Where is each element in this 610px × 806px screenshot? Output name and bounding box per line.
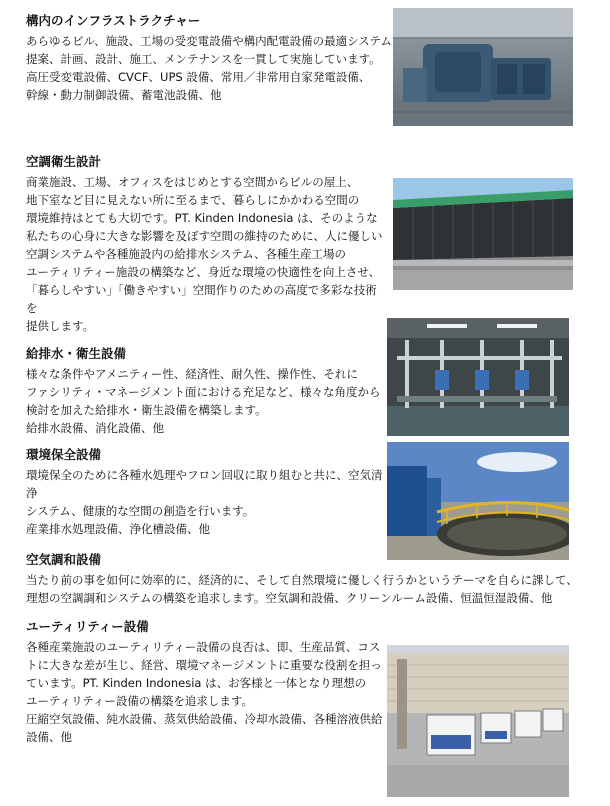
outdoor-chiller-units-photo — [387, 645, 569, 797]
section-body: 各種産業施設のユーティリティー設備の良否は、即、生産品質、コス トに大きな差が生じ、経営、環境マネージメントに重要な役割を担っ ています。PT. Kinden Indonesia は、お客様と一体となり理想の ユーティリティー設備の構築を追求します。 圧縮空気設備、純水設備、蒸気供給設備、冷却水設備、各種溶液供給 設備、他 — [26, 640, 383, 744]
cooling-tower-photo — [393, 178, 573, 290]
section-body: 環境保全のために各種水処理やフロン回収に取り組むと共に、空気清 浄 システム、健康的な空間の創造を行います。 産業排水処理設備、浄化槽設備、他 — [26, 468, 383, 536]
section-title: 空気調和設備 — [26, 552, 102, 567]
section-infrastructure — [26, 12, 396, 104]
section-utility — [26, 618, 386, 746]
section-body: 様々な条件やアメニティー性、経済性、耐久性、操作性、それに ファシリティ・マネージメント面における充足など、様々な角度から 検討を加えた給排水・衛生設備を構築します。 給排水設備、消化設備、他 — [26, 367, 381, 435]
section-environment — [26, 446, 386, 538]
section-title: 空調衛生設計 — [26, 154, 102, 169]
section-title: ユーティリティー設備 — [26, 619, 149, 634]
section-hvac-design — [26, 153, 396, 335]
section-title: 給排水・衛生設備 — [26, 346, 127, 361]
section-body: 商業施設、工場、オフィスをはじめとする空間からビルの屋上、 地下室など目に見えない所に至るまで、暮らしにかかわる空間の 環境維持はとても大切です。PT. Kinden Indonesia は、そのような 私たちの心身に大きな影響を及ぼす空間の維持のために、人に優しい 空調システムや各種施設内の給排水システム、各種生産工場の ユーティリティー施設の構築など、身近な環境の快適性を向上させ、 「暮らしやすい」「働きやすい」空間作りのための高度で多彩な技術 を 提供します。 — [26, 175, 383, 333]
generator-room-photo — [393, 8, 573, 126]
section-title: 環境保全設備 — [26, 447, 102, 462]
pump-room-photo — [387, 318, 569, 436]
section-body: 当たり前の事を如何に効率的に、経済的に、そして自然環境に優しく行うかというテーマを自らに課して、 理想の空調調和システムの構築を追求します。空気調和設備、クリーンルーム設備、恒温恒湿設備、他 — [26, 573, 578, 605]
section-title: 構内のインフラストラクチャー — [26, 13, 201, 28]
water-treatment-tank-photo — [387, 442, 569, 560]
section-air-conditioning — [26, 551, 596, 607]
section-body: あらゆるビル、施設、工場の受変電設備や構内配電設備の最適システム 提案、計画、設計、施工、メンテナンスを一貫して実施しています。 高圧受変電設備、CVCF、UPS 設備、常用／非常用自家発電設備、 幹線・動力制御設備、蓄電池設備、他 — [26, 34, 392, 102]
section-plumbing — [26, 345, 396, 437]
